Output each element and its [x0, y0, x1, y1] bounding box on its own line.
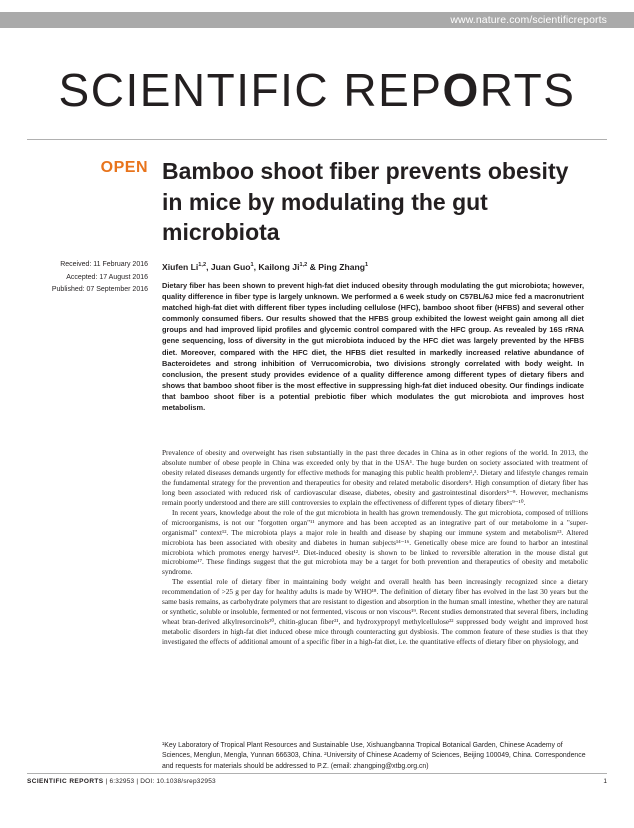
author-affiliation: 1,2: [198, 262, 207, 269]
body-paragraph: Prevalence of obesity and overweight has risen substantially in the past three decades in China as in other regions of the world. In 2013, the absolute number of obese people in China was exceeded only by that in the USA¹. The huge burden on society associated with treatment of obesity related diseases demands urgently for effective methods for managing this public health problem²,³. Dietary and lifestyle changes remain the fundamental strategy for the prevention and therapeutics for obesity and related metabolic disorders⁴. High consumption of dietary fiber has long been associated with reduced risk of cardiovascular disease, diabetes, obesity and gastrointestinal disorders⁵⁻⁸. However, mechanisms remain poorly understood and there are still controversies to explain the effectiveness of different types of dietary fibers⁹⁻¹⁰.: [162, 448, 588, 507]
article-title: Bamboo shoot fiber prevents obesity in mice by modulating the gut microbiota: [162, 158, 569, 245]
publication-dates: [52, 259, 148, 297]
author-name[interactable]: Xiufen Li: [162, 262, 199, 272]
author-affiliation: 1,2: [299, 262, 308, 269]
author-affiliation: 1: [365, 262, 369, 269]
page-number: 1: [603, 778, 607, 785]
received-date: Received: 11 February 2016: [60, 261, 148, 268]
author-name[interactable]: Ping Zhang: [318, 262, 366, 272]
journal-logo: [0, 60, 634, 120]
logo-text-left: SCIENTIFIC REP: [58, 64, 443, 116]
header-divider: [27, 139, 607, 140]
published-date: Published: 07 September 2016: [51, 286, 148, 294]
author-list: Xiufen Li$^{1,2}$, Juan Guo$^1$, Kailong Ji$^{1,2}$ & Ping Zhang$^1$: [162, 262, 369, 272]
logo-text-right: RTS: [479, 64, 576, 116]
accepted-date: Accepted: 17 August 2016: [66, 273, 148, 281]
open-access-badge: OPEN: [100, 159, 148, 176]
logo-o-glyph: O: [442, 64, 480, 116]
footer-divider: [27, 773, 607, 774]
author-name[interactable]: Juan Guo: [210, 262, 251, 272]
affiliation-footnote: ¹Key Laboratory of Tropical Plant Resources and Sustainable Use, Xishuangbanna Tropical Botanical Garden, Chinese Academy of Sciences, Menglun, Mengla, Yunnan 666303, China. ²University of Chinese Academy of Sciences, Beijing 100049, China. Correspondence and requests for materials should be addressed to P.Z. (email: zhangping@xtbg.org.cn): [162, 742, 586, 770]
journal-url-link[interactable]: www.nature.com/scientificreports: [450, 14, 607, 26]
author-affiliation: 1: [250, 262, 254, 269]
article-body: [162, 448, 588, 647]
body-paragraph: In recent years, knowledge about the role of the gut microbiota in health has grown tremendously. The gut microbiota, composed of trillions of microorganisms, is not our "forgotten organ"¹¹ anymore and has been accepted as an integrative part of our metabolome in a "super-organismal" context¹². The microbiota plays a major role in health and disease by shaping our immune system and metabolism¹³. Altered microbiota has been associated with obesity and diabetes in human subjects¹⁴⁻¹⁶. Genetically obese mice are found to harbor an intestinal microbiota which promotes energy harvest¹². Diet-induced obesity is shown to be linked to reversible alteration in the mouse distal gut microbiome¹⁷. These findings suggest that the gut microbiota may be a target for both prevention and therapeutics of obesity and metabolic syndrome.: [162, 507, 588, 577]
footer-journal-name: SCIENTIFIC REPORTS: [27, 778, 104, 785]
author-name[interactable]: Kailong Ji: [258, 262, 300, 272]
footer-citation: [27, 778, 216, 785]
body-paragraph: The essential role of dietary fiber in maintaining body weight and overall health has been increasingly recognized since a dietary recommendation of >25 g per day for healthy adults is made by WHO¹⁸. The definition of dietary fiber has evolved in the last 30 years but the same basis remains, as carbohydrate polymers that are resistant to digestion and absorption in the human small intestine, whether they are natural or synthetic, soluble or insoluble, fermented or not fermented, viscous or non viscous¹⁹. Recent studies demonstrated that several fibers, including wheat bran-derived alkylresorcinols²⁰, chitin-glucan fiber²¹, and hydroxypropyl methylcellulose²² suppressed body weight and improved host metabolic disorders in high-fat diet induced obese mice through counteracting gut dysbiosis. The common feature of these studies is that they investigated the effects of additional amount of a specific fiber in a high-fat diet, i.e. the quantitative effects of dietary fiber on physiology, and: [162, 577, 588, 647]
abstract: Dietary fiber has been shown to prevent high-fat diet induced obesity through modulating the gut microbiota; however, quality difference in fiber type is largely unknown. We performed a 6 week study on C57BL/6J mice fed a macronutrient matched high-fat diet with different fiber types including cellulose (HFC), bamboo shoot fiber (HFBS) and several other commonly consumed fibers. Our results showed that the HFBS group exhibited the lowest weight gain among all diet groups and had improved lipid profiles and glycemic control compared with the HFC group. As revealed by 16S rRNA gene sequencing, loss of diversity in the gut microbiota induced by the HFC diet was largely prevented by the HFBS diet. Moreover, compared with the HFC diet, the HFBS diet resulted in markedly increased relative abundance of Bacteroidetes and strong inhibition of Verrucomicrobia, two divisions strongly correlated with body weight. In conclusion, the present study provides evidence of a quality difference among different types of dietary fibers and shows that bamboo shoot fiber is the most effective in suppressing high-fat diet induced obesity. Our findings indicate that bamboo shoot fiber is a potential prebiotic fiber which modulates the gut microbiota and improves host metabolism.: [162, 281, 584, 413]
footer-doi[interactable]: | 6:32953 | DOI: 10.1038/srep32953: [103, 778, 216, 785]
